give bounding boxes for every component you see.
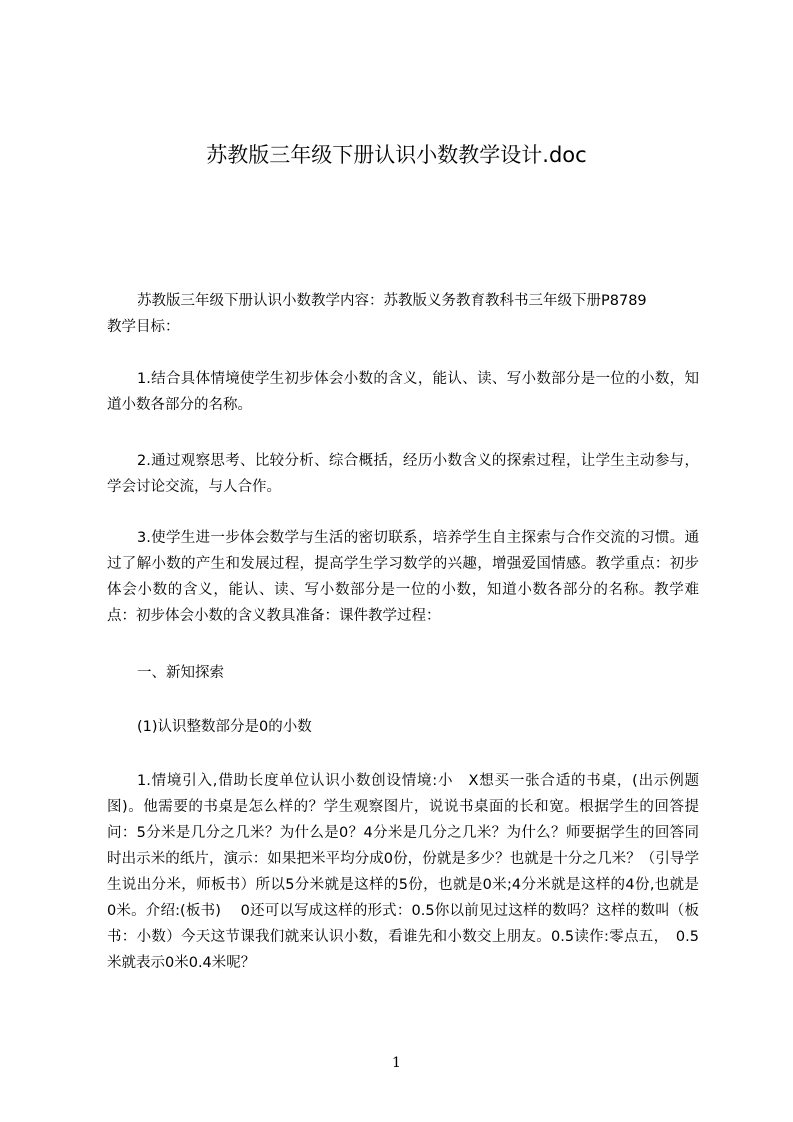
paragraph-goal-1: 1.结合具体情境使学生初步体会小数的含义，能认、读、写小数部分是一位的小数，知道小数各部分的名称。 <box>107 371 699 413</box>
paragraph-goal-2: 2.通过观察思考、比较分析、综合概括，经历小数含义的探索过程，让学生主动参与，学会讨论交流，与人合作。 <box>107 453 699 495</box>
section-heading-new-knowledge: 一、新知探索 <box>137 665 224 681</box>
paragraph-scenario-introduction: 1.情境引入,借助长度单位认识小数创设情境:小 X想买一张合适的书桌，(出示例题图)。他需要的书桌是怎么样的？学生观察图片，说说书桌面的长和宽。根据学生的回答提问：5分米是几分之几米？为什么是0？4分米是几分之几米？为什么？师要据学生的回答同时出示米的纸片，演示：如果把米平均分成0份，份就是多少？也就是十分之几米？（引导学生说出分米，师板书）所以5分米就是这样的5份，也就是0米;4分米就是这样的4份,也就是 0米。介绍:(板书) 0还可以写成这样的形式：0.5你以前见过这样的数吗？这样的数叫（板书：小数）今天这节课我们就来认识小数，看谁先和小数交上朋友。0.5读作:零点五， 0.5米就表示0米0.4米呢？ <box>107 773 714 971</box>
paragraph-goal-3: 3.使学生进一步体会数学与生活的密切联系，培养学生自主探索与合作交流的习惯。通过了解小数的产生和发展过程，提高学生学习数学的兴趣，增强爱国情感。教学重点：初步体会小数的含义，能认、读、写小数部分是一位的小数，知道小数各部分的名称。教学难点：初步体会小数的含义教具准备：课件教学过程： <box>107 530 699 624</box>
document-body-goal-3 <box>107 525 699 629</box>
paragraph-teaching-content: 苏教版三年级下册认识小数教学内容：苏教版义务教育教科书三年级下册P8789 <box>137 293 647 309</box>
page-number: 1 <box>392 1055 401 1071</box>
document-title: 苏教版三年级下册认识小数教学设计.doc <box>206 143 587 167</box>
document-body-goal-1 <box>107 366 699 418</box>
document-body-section-heading <box>107 660 699 686</box>
paragraph-teaching-goals-heading: 教学目标： <box>107 319 180 335</box>
document-body-goal-2 <box>107 448 699 500</box>
document-body-scenario <box>107 768 714 976</box>
document-body <box>107 288 699 340</box>
subsection-heading-integer-zero: (1)认识整数部分是0的小数 <box>137 719 312 735</box>
document-body-subsection <box>107 714 699 740</box>
